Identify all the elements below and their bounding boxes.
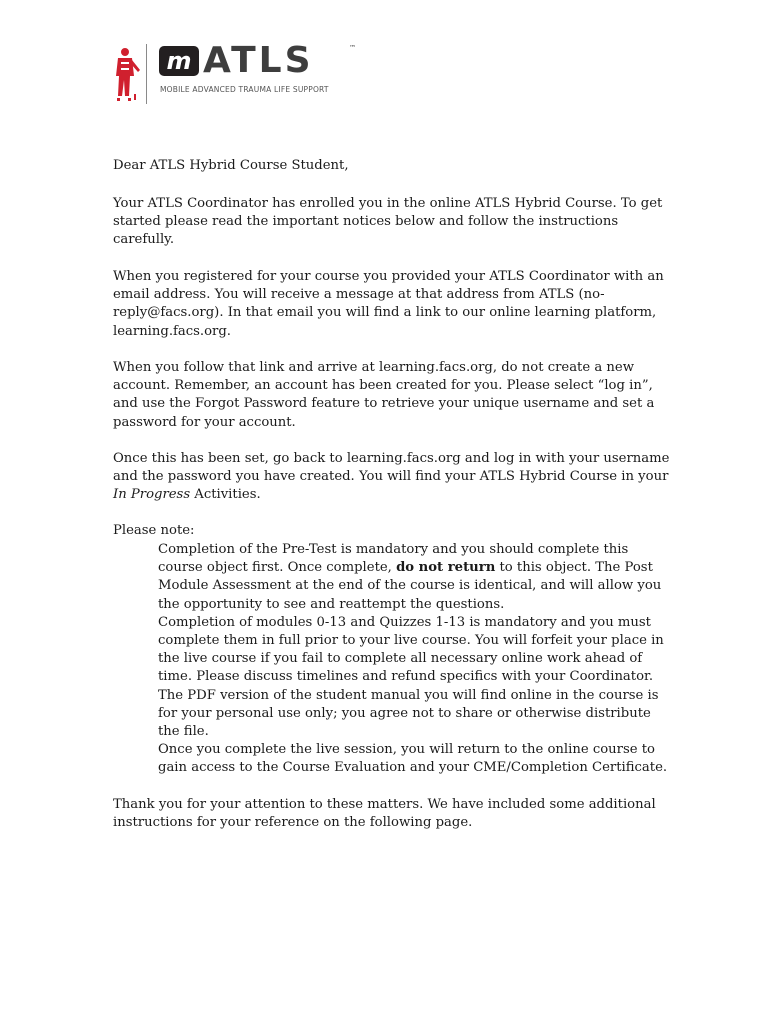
paragraph-in-progress-text [113, 450, 673, 505]
paragraph-in-progress [113, 450, 673, 505]
in-progress-italic: In Progress [113, 487, 191, 503]
logo-tagline: MOBILE ADVANCED TRAUMA LIFE SUPPORT [160, 85, 329, 94]
salutation [113, 157, 673, 175]
note-heading-text: Please note: [113, 523, 195, 538]
note1-text-after: to this object. The Post Module Assessment at the end of the course is identical, and will allow you the opportunity to see and reattempt the questions. [158, 560, 662, 612]
p4-text-before: Once this has been set, go back to learning.facs.org and log in with your username and the password you have created. You will find your ATLS Hybrid Course in your [113, 451, 670, 485]
notes-list [158, 541, 668, 778]
note-item-pdf: The PDF version of the student manual you will find online in the course is for your personal use only; you agree not to share or otherwise distribute the file. [158, 687, 659, 740]
note1-text-before: Completion of the Pre-Test is mandatory and you should complete this course object first. Once complete, [158, 542, 629, 576]
salutation-text: Dear ATLS Hybrid Course Student, [113, 158, 349, 173]
logo-m-letter: m [166, 47, 192, 75]
closing-paragraph [113, 796, 673, 832]
closing-text: Thank you for your attention to these matters. We have included some additional instructions for your reference on the following page. [113, 797, 656, 831]
p4-text-after: Activities. [190, 487, 261, 503]
paragraph-login-text: When you follow that link and arrive at learning.facs.org, do not create a new account. Remember, an account has been created for you. Please select “log in”, and use the Forgot Password feature to retrieve your unique username and set a password for your account. [113, 360, 655, 430]
trauma-figure-icon [112, 46, 142, 104]
do-not-return-bold: do not return [396, 560, 496, 576]
paragraph-intro-text: Your ATLS Coordinator has enrolled you in the online ATLS Hybrid Course. To get started please read the important notices below and follow the instructions carefully. [113, 196, 663, 248]
paragraph-registration-text: When you registered for your course you provided your ATLS Coordinator with an email address. You will receive a message at that address from ATLS (no-reply@facs.org). In that email you will find a link to our online learning platform, learning.facs.org. [113, 269, 664, 339]
logo-trademark: ™ [349, 44, 356, 52]
note-item-evaluation: Once you complete the live session, you will return to the online course to gain access to the Course Evaluation and your CME/Completion Certificate. [158, 742, 668, 776]
logo-wordmark: ATLS [203, 40, 314, 81]
paragraph-login [113, 359, 673, 432]
paragraph-intro [113, 195, 673, 250]
note-heading [113, 522, 673, 540]
matls-logo [112, 40, 362, 106]
logo-divider [146, 44, 147, 104]
note-item-modules: Completion of modules 0-13 and Quizzes 1-13 is mandatory and you must complete them in full prior to your live course. You will forfeit your place in the live course if you fail to complete all necessary online work ahead of time. Please discuss timelines and refund specifics with your Coordinator. [158, 614, 664, 685]
logo-m-badge [159, 46, 199, 76]
paragraph-registration [113, 268, 673, 341]
note-item-pretest [158, 541, 668, 614]
